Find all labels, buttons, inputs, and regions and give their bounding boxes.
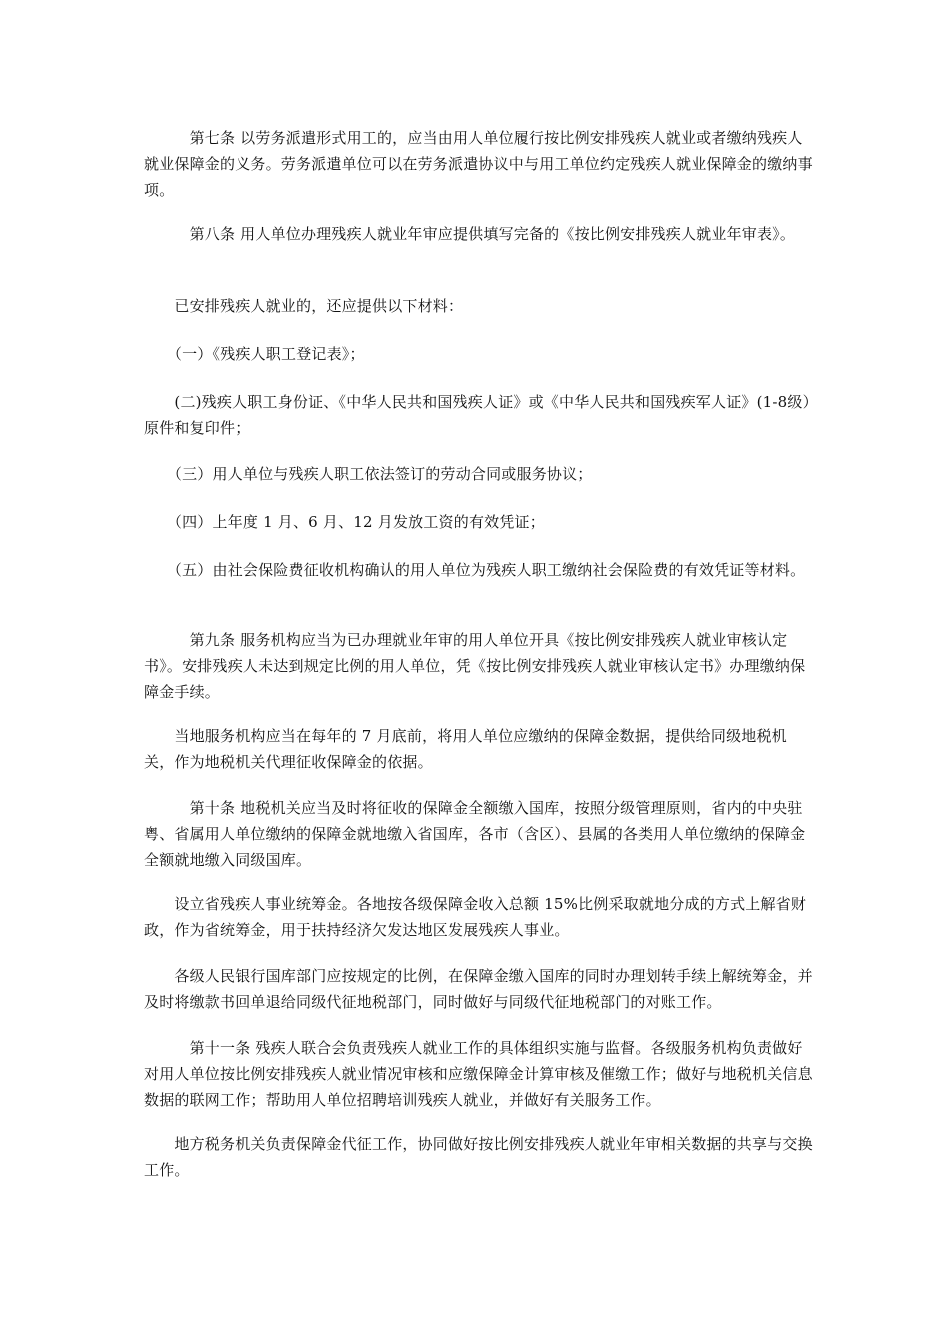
paragraph-materials-intro: 已安排残疾人就业的，还应提供以下材料： (144, 297, 464, 315)
paragraph-item-3: （三）用人单位与残疾人职工依法签订的劳动合同或服务协议； (144, 465, 593, 483)
paragraph-article-10-fund: 设立省残疾人事业统筹金。各地按各级保障金收入总额 15%比例采取就地分成的方式上解省财政，作为省统筹金，用于扶持经济欠发达地区发展残疾人事业。 (144, 895, 807, 939)
paragraph-article-7: 第七条 以劳务派遣形式用工的，应当由用人单位履行按比例安排残疾人就业或者缴纳残疾人就业保障金的义务。劳务派遣单位可以在劳务派遣协议中与用工单位约定残疾人就业保障金的缴纳事项。 (144, 129, 813, 199)
paragraph-article-9: 第九条 服务机构应当为已办理就业年审的用人单位开具《按比例安排残疾人就业审核认定书》。安排残疾人未达到规定比例的用人单位，凭《按比例安排残疾人就业审核认定书》办理缴纳保障金手续。 (144, 631, 806, 701)
paragraph-item-4: （四）上年度 1 月、6 月、12 月发放工资的有效凭证； (144, 513, 545, 531)
paragraph-article-9-local: 当地服务机构应当在每年的 7 月底前，将用人单位应缴纳的保障金数据，提供给同级地税机关，作为地税机关代理征收保障金的依据。 (144, 727, 787, 771)
paragraph-item-2: (二)残疾人职工身份证、《中华人民共和国残疾人证》或《中华人民共和国残疾军人证》(1-8级）原件和复印件； (144, 393, 811, 437)
paragraph-item-1: （一）《残疾人职工登记表》； (144, 345, 365, 363)
paragraph-article-8: 第八条 用人单位办理残疾人就业年审应提供填写完备的《按比例安排残疾人就业年审表》。 (144, 225, 796, 243)
paragraph-article-10-bank: 各级人民银行国库部门应按规定的比例，在保障金缴入国库的同时办理划转手续上解统筹金，并及时将缴款书回单退给同级代征地税部门，同时做好与同级代征地税部门的对账工作。 (144, 967, 813, 1011)
paragraph-article-11: 第十一条 残疾人联合会负责残疾人就业工作的具体组织实施与监督。各级服务机构负责做好对用人单位按比例安排残疾人就业情况审核和应缴保障金计算审核及催缴工作；做好与地税机关信息数据的联网工作；帮助用人单位招聘培训残疾人就业，并做好有关服务工作。 (144, 1039, 813, 1109)
paragraph-item-5: （五）由社会保险费征收机构确认的用人单位为残疾人职工缴纳社会保险费的有效凭证等材料。 (144, 561, 806, 579)
paragraph-article-11-tax: 地方税务机关负责保障金代征工作，协同做好按比例安排残疾人就业年审相关数据的共享与交换工作。 (144, 1135, 813, 1179)
paragraph-article-10: 第十条 地税机关应当及时将征收的保障金全额缴入国库，按照分级管理原则，省内的中央驻粤、省属用人单位缴纳的保障金就地缴入省国库，各市（含区）、县属的各类用人单位缴纳的保障金全额就地缴入同级国库。 (144, 799, 806, 869)
